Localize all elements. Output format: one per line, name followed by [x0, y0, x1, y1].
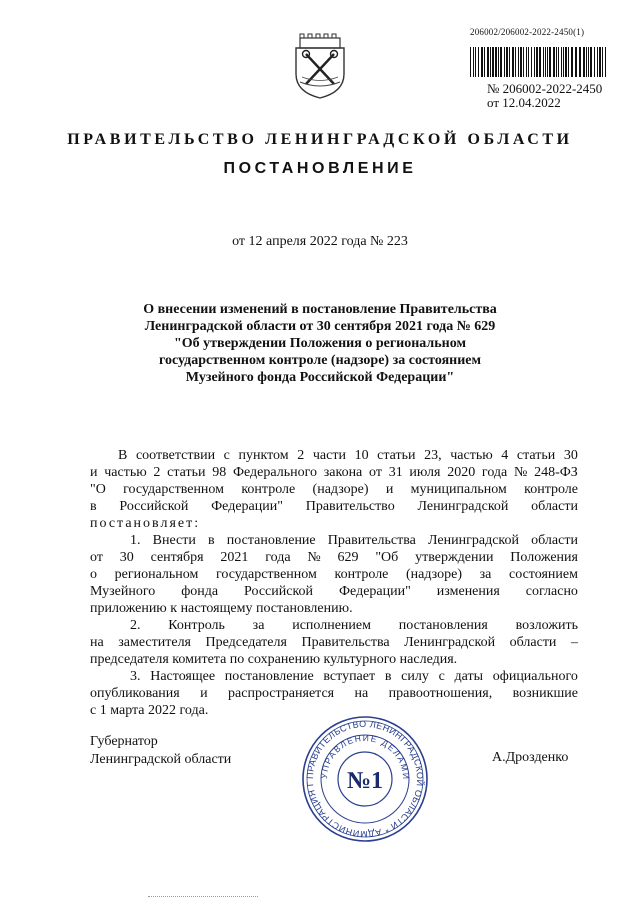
word: №	[513, 465, 528, 480]
word: Российской	[119, 499, 189, 514]
word: (надзоре)	[312, 482, 369, 497]
item-1-line	[90, 583, 578, 600]
resolution-subject	[90, 301, 550, 386]
item-1-line	[90, 549, 578, 566]
word: контроле	[524, 482, 578, 497]
word: 3.	[130, 669, 141, 684]
word: официального	[492, 669, 578, 684]
word: региональном	[114, 567, 199, 582]
word: Федерального	[232, 465, 317, 480]
word: постановление	[224, 669, 314, 684]
word: возложить	[515, 618, 578, 633]
barcode-bar	[588, 47, 589, 77]
barcode-bar	[492, 47, 494, 77]
word: статьи	[516, 448, 556, 463]
barcode-bar	[515, 47, 516, 77]
barcode-bar	[531, 47, 532, 77]
barcode-bar	[473, 47, 474, 77]
word: 2020	[447, 465, 476, 480]
word: Ленинградской	[417, 499, 509, 514]
word: Федерации"	[339, 584, 411, 599]
word: Правительства	[301, 635, 390, 650]
word: контроле	[241, 482, 296, 497]
word: даты	[454, 669, 484, 684]
word: 1.	[130, 533, 141, 548]
word: утверждении	[415, 550, 494, 565]
item-3-line	[90, 685, 578, 702]
barcode-bar	[495, 47, 497, 77]
barcode-bar	[545, 47, 546, 77]
signatory-role-line: Ленинградской области	[90, 752, 232, 767]
word: согласно	[525, 584, 578, 599]
barcode-bar	[475, 47, 476, 77]
word: муниципальном	[410, 482, 507, 497]
official-seal	[300, 714, 430, 844]
word: Председателя	[205, 635, 287, 650]
word: 248-ФЗ	[534, 465, 578, 480]
barcode-bar	[498, 47, 499, 77]
barcode-bar	[579, 47, 581, 77]
barcode-bar	[597, 47, 598, 77]
word: от	[369, 465, 382, 480]
signatory-name: А.Дрозденко	[492, 750, 569, 765]
word: постановления	[398, 618, 488, 633]
barcode-bar	[523, 47, 524, 77]
word: –	[570, 635, 578, 650]
word: 2.	[130, 618, 141, 633]
word: Настоящее	[150, 669, 216, 684]
barcode-bar	[470, 47, 471, 77]
word: статьи	[167, 465, 206, 480]
word: правоотношения,	[388, 686, 493, 701]
word: 2	[297, 448, 305, 463]
word: 2	[153, 465, 161, 480]
subject-line: О внесении изменений в постановление Правительства	[143, 302, 497, 317]
decree-word: постановляет:	[90, 516, 201, 531]
word: 23,	[424, 448, 442, 463]
preamble-line	[90, 498, 578, 515]
government-title: ПРАВИТЕЛЬСТВО ЛЕНИНГРАДСКОЙ ОБЛАСТИ	[67, 131, 573, 148]
word: В	[118, 448, 128, 463]
word: опубликования	[90, 686, 180, 701]
item-2-line	[90, 634, 578, 651]
word: с	[438, 669, 445, 684]
barcode-bar	[602, 47, 603, 77]
barcode-bar	[518, 47, 519, 77]
word: постановление	[226, 533, 316, 548]
barcode-bar	[594, 47, 595, 77]
word: заместителя	[118, 635, 191, 650]
word: 10	[354, 448, 369, 463]
word: силу	[401, 669, 429, 684]
word: соответствии	[135, 448, 216, 463]
barcode-bar	[539, 47, 541, 77]
resolution-body	[90, 447, 578, 719]
word: частью	[450, 448, 493, 463]
word: области	[509, 635, 557, 650]
word: закона	[323, 465, 363, 480]
word: за	[252, 618, 265, 633]
word: государственном	[215, 567, 317, 582]
word: пунктом	[238, 448, 289, 463]
barcode-bar	[536, 47, 538, 77]
item-3-last-line: с 1 марта 2022 года.	[90, 703, 209, 718]
word: Правительства	[327, 533, 416, 548]
word: государственном	[123, 482, 225, 497]
word: в	[384, 669, 392, 684]
seal-number: №1	[346, 768, 384, 794]
word: от	[90, 550, 103, 565]
word: 4	[501, 448, 509, 463]
signatory-role-line: Губернатор	[90, 734, 158, 749]
barcode-bar	[590, 47, 592, 77]
barcode-bar	[520, 47, 522, 77]
word: "Об	[375, 550, 399, 565]
preamble-line	[90, 464, 578, 481]
barcode-bar	[481, 47, 483, 77]
word: с	[223, 448, 230, 463]
barcode-bar	[553, 47, 555, 77]
barcode-bar	[509, 47, 510, 77]
word: в	[90, 499, 97, 514]
word: распространяется	[228, 686, 335, 701]
word: возникшие	[512, 686, 578, 701]
word: №	[307, 550, 321, 565]
word: и	[90, 465, 98, 480]
barcode-bar	[490, 47, 491, 77]
barcode-bar	[556, 47, 557, 77]
barcode-bar	[586, 47, 587, 77]
item-1-line	[90, 566, 578, 583]
word: и	[200, 686, 208, 701]
word: Правительство	[305, 499, 395, 514]
word: года	[265, 550, 291, 565]
barcode-bar	[547, 47, 548, 77]
barcode-bar	[484, 47, 485, 77]
word: части	[312, 448, 346, 463]
footer-mark	[148, 896, 258, 899]
barcode-bar	[549, 47, 551, 77]
barcode-bar	[526, 47, 527, 77]
barcode-bar	[583, 47, 585, 77]
barcode-bar	[568, 47, 569, 77]
word: 629	[337, 550, 359, 565]
word: 30	[119, 550, 134, 565]
barcode-bar	[561, 47, 562, 77]
word: Положения	[510, 550, 578, 565]
word: 30	[563, 448, 578, 463]
word: и	[385, 482, 394, 497]
word: области	[531, 499, 578, 514]
word: 98	[212, 465, 227, 480]
subject-line: государственном контроле (надзоре) за состоянием	[158, 353, 482, 368]
barcode-bar	[558, 47, 559, 77]
barcode-bar	[500, 47, 502, 77]
registration-date: от 12.04.2022	[487, 95, 561, 110]
barcode-bar	[563, 47, 564, 77]
barcode-bar	[504, 47, 505, 77]
item-1-line	[90, 532, 578, 549]
word: сентября	[150, 550, 204, 565]
word: изменения	[436, 584, 500, 599]
word: исполнением	[292, 618, 371, 633]
coat-of-arms-icon	[292, 32, 348, 100]
word: фонда	[181, 584, 219, 599]
barcode-bar	[534, 47, 535, 77]
barcode-bar	[543, 47, 544, 77]
word: состоянием	[509, 567, 578, 582]
subject-line: Музейного фонда Российской Федерации"	[185, 370, 455, 385]
barcode-bar	[487, 47, 489, 77]
barcode-bar	[575, 47, 577, 77]
item-3-line	[90, 668, 578, 685]
preamble-line	[90, 447, 578, 464]
word: Музейного	[90, 584, 156, 599]
barcode	[470, 47, 608, 77]
word: за	[479, 567, 492, 582]
item-2-last-line: председателя комитета по сохранению культурного наследия.	[90, 652, 458, 667]
item-2-line	[90, 617, 578, 634]
word: на	[90, 635, 104, 650]
word: Федерации"	[211, 499, 283, 514]
barcode-bar	[599, 47, 601, 77]
subject-line: Ленинградской области от 30 сентября 2021 года № 629	[144, 319, 496, 334]
barcode-bar	[571, 47, 573, 77]
word: в	[208, 533, 215, 548]
seal-inner-text: УПРАВЛЕНИЕ ДЕЛАМИ	[318, 732, 412, 781]
word: статьи	[377, 448, 416, 463]
preamble-line	[90, 481, 578, 498]
barcode-bar	[528, 47, 529, 77]
word: года	[481, 465, 508, 480]
resolution-date-number: от 12 апреля 2022 года № 223	[232, 234, 408, 249]
word: контроле	[334, 567, 389, 582]
barcode-bar	[565, 47, 567, 77]
word: Ленинградской	[404, 635, 496, 650]
word: Российской	[244, 584, 314, 599]
document-code: 206002/206002-2022-2450(1)	[470, 27, 585, 37]
word: 31	[388, 465, 403, 480]
word: на	[354, 686, 369, 701]
document-type: ПОСТАНОВЛЕНИЕ	[223, 160, 417, 177]
word: области	[531, 533, 578, 548]
signatory-role	[90, 733, 231, 769]
item-1-last-line: приложению к настоящему постановлению.	[90, 601, 353, 616]
word: Ленинградской	[428, 533, 519, 548]
word: (надзоре)	[406, 567, 463, 582]
word: Внести	[152, 533, 196, 548]
word: Контроль	[168, 618, 225, 633]
word: о	[90, 567, 97, 582]
barcode-bar	[605, 47, 606, 77]
word: 2021	[220, 550, 249, 565]
word: частью	[104, 465, 147, 480]
registration-number: № 206002-2022-2450	[487, 81, 603, 96]
seal-outer-text: ПРАВИТЕЛЬСТВО ЛЕНИНГРАДСКОЙ ОБЛАСТИ * АДМИНИСТРАЦИЯ Г	[304, 718, 426, 840]
word: "О	[90, 482, 106, 497]
barcode-bar	[512, 47, 514, 77]
word: июля	[409, 465, 441, 480]
subject-line: "Об утверждении Положения о региональном	[173, 336, 467, 351]
word: вступает	[323, 669, 376, 684]
barcode-bar	[478, 47, 479, 77]
barcode-bar	[506, 47, 508, 77]
